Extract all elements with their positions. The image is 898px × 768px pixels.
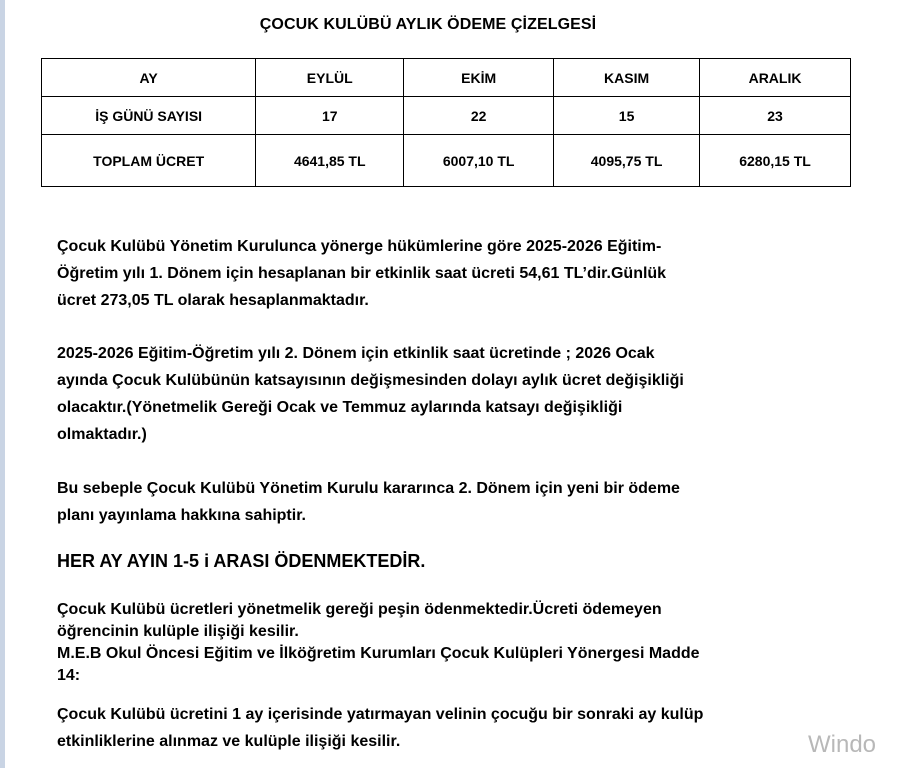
text-line: ücret 273,05 TL olarak hesaplanmaktadır. — [57, 292, 369, 309]
text-line: M.E.B Okul Öncesi Eğitim ve İlköğretim Kurumları Çocuk Kulüpleri Yönergesi Madde — [57, 645, 700, 662]
text-line: öğrencinin kulüple ilişiği kesilir. — [57, 623, 299, 640]
paragraph-second-term — [57, 340, 797, 448]
table-header-row — [42, 59, 851, 97]
text-line: Çocuk Kulübü ücretleri yönetmelik gereği peşin ödenmektedir.Ücreti ödemeyen — [57, 601, 662, 618]
table-cell: 4641,85 TL — [256, 135, 404, 187]
text-line: planı yayınlama hakkına sahiptir. — [57, 507, 306, 524]
text-line: olmaktadır.) — [57, 426, 147, 443]
header-cell-month: AY — [42, 59, 256, 97]
text-line: etkinliklerine alınmaz ve kulüple ilişiği kesilir. — [57, 733, 401, 750]
table-cell: 6007,10 TL — [404, 135, 554, 187]
text-line: ayında Çocuk Kulübünün katsayısının değişmesinden dolayı aylık ücret değişikliği — [57, 372, 684, 389]
header-cell-eylul: EYLÜL — [256, 59, 404, 97]
text-line: Bu sebeple Çocuk Kulübü Yönetim Kurulu kararınca 2. Dönem için yeni bir ödeme — [57, 480, 680, 497]
text-line: olacaktır.(Yönetmelik Gereği Ocak ve Temmuz aylarında katsayı değişikliği — [57, 399, 623, 416]
document-title: ÇOCUK KULÜBÜ AYLIK ÖDEME ÇİZELGESİ — [259, 16, 597, 33]
text-line: Çocuk Kulübü ücretini 1 ay içerisinde yatırmayan velinin çocuğu bir sonraki ay kulüp — [57, 706, 704, 723]
table-row — [42, 97, 851, 135]
table-cell: 4095,75 TL — [554, 135, 700, 187]
table-cell: 6280,15 TL — [700, 135, 851, 187]
text-line: 14: — [57, 667, 81, 684]
table-cell: 22 — [404, 97, 554, 135]
table-cell: 15 — [554, 97, 700, 135]
header-cell-ekim: EKİM — [404, 59, 554, 97]
header-cell-aralik: ARALIK — [700, 59, 851, 97]
paragraph-new-plan — [57, 475, 797, 529]
paragraph-hourly-rate — [57, 233, 797, 314]
windows-activation-watermark: Windo — [808, 731, 877, 758]
table-row — [42, 135, 851, 187]
header-cell-kasim: KASIM — [554, 59, 700, 97]
text-line: 2025-2026 Eğitim-Öğretim yılı 2. Dönem için etkinlik saat ücretinde ; 2026 Ocak — [57, 345, 655, 362]
rules-block — [57, 599, 817, 687]
page-left-edge — [0, 0, 5, 768]
text-line: Öğretim yılı 1. Dönem için hesaplanan bir etkinlik saat ücreti 54,61 TL’dir.Günlük — [57, 265, 667, 282]
row-label-workdays: İŞ GÜNÜ SAYISI — [42, 97, 256, 135]
payment-schedule-table — [41, 58, 851, 187]
final-rule-block — [57, 701, 837, 755]
text-line: Çocuk Kulübü Yönetim Kurulunca yönerge hükümlerine göre 2025-2026 Eğitim- — [57, 238, 662, 255]
payment-notice-heading: HER AY AYIN 1-5 i ARASI ÖDENMEKTEDİR. — [57, 551, 426, 571]
table-cell: 23 — [700, 97, 851, 135]
table-cell: 17 — [256, 97, 404, 135]
row-label-total-fee: TOPLAM ÜCRET — [42, 135, 256, 187]
